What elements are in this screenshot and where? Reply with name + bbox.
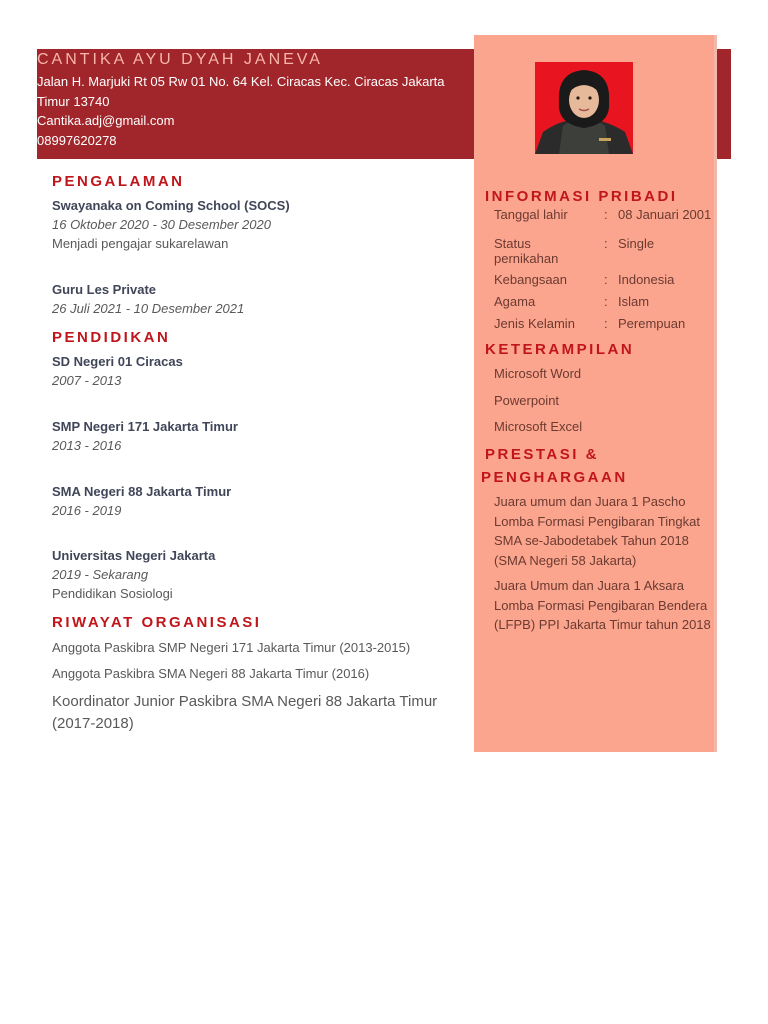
- experience-desc: Menjadi pengajar sukarelawan: [52, 236, 229, 251]
- section-title-informasi: INFORMASI PRIBADI: [485, 188, 678, 205]
- section-title-organisasi: RIWAYAT ORGANISASI: [52, 614, 262, 631]
- phone: 08997620278: [37, 132, 117, 148]
- info-label: Agama: [494, 294, 536, 309]
- info-colon: :: [604, 316, 608, 331]
- education-item: [52, 418, 462, 455]
- section-title-keterampilan: KETERAMPILAN: [485, 341, 635, 358]
- info-label: Jenis Kelamin: [494, 316, 575, 331]
- experience-item: [52, 197, 462, 253]
- info-colon: :: [604, 272, 608, 287]
- info-value: Indonesia: [618, 272, 675, 287]
- education-item: [52, 547, 462, 603]
- organisation-item: Anggota Paskibra SMP Negeri 171 Jakarta Timur (2013-2015): [52, 640, 411, 655]
- info-label: Kebangsaan: [494, 272, 568, 287]
- experience-org: Guru Les Private: [52, 282, 157, 297]
- address: Jalan H. Marjuki Rt 05 Rw 01 No. 64 Kel. Ciracas Kec. Ciracas Jakarta Timur 13740: [37, 74, 445, 109]
- education-school: SD Negeri 01 Ciracas: [52, 354, 183, 369]
- experience-item: [52, 281, 462, 318]
- experience-org: Swayanaka on Coming School (SOCS): [52, 198, 290, 213]
- header-contact: [37, 50, 467, 150]
- organisation-item: Anggota Paskibra SMA Negeri 88 Jakarta Timur (2016): [52, 666, 370, 681]
- section-title-pendidikan: PENDIDIKAN: [52, 329, 171, 346]
- info-value: 08 Januari 2001: [618, 207, 712, 222]
- education-item: [52, 483, 462, 520]
- award-item: Juara Umum dan Juara 1 Aksara Lomba Formasi Pengibaran Bendera (LFPB) PPI Jakarta Timur tahun 2018: [494, 578, 711, 632]
- info-value: Single: [618, 236, 655, 251]
- skill-item: Powerpoint: [494, 393, 560, 408]
- skill-item: Microsoft Word: [494, 366, 582, 381]
- education-school: SMA Negeri 88 Jakarta Timur: [52, 484, 232, 499]
- education-date: 2019 - Sekarang: [52, 567, 149, 582]
- email[interactable]: Cantika.adj@gmail.com: [37, 113, 175, 128]
- info-colon: :: [604, 294, 608, 309]
- section-title-prestasi: PRESTASI &: [485, 446, 599, 463]
- info-value: Islam: [618, 294, 650, 309]
- section-title-penghargaan: PENGHARGAAN: [481, 469, 628, 486]
- experience-date: 26 Juli 2021 - 10 Desember 2021: [52, 301, 245, 316]
- education-date: 2007 - 2013: [52, 373, 122, 388]
- organisation-item: Koordinator Junior Paskibra SMA Negeri 88 Jakarta Timur (2017-2018): [52, 693, 438, 732]
- award-item: Juara umum dan Juara 1 Pascho Lomba Formasi Pengibaran Tingkat SMA se-Jabodetabek Tahun 2018 (SMA Negeri 58 Jakarta): [494, 494, 700, 568]
- skill-item: Microsoft Excel: [494, 419, 583, 434]
- info-value: Perempuan: [618, 316, 686, 331]
- info-colon: :: [604, 207, 608, 222]
- education-date: 2013 - 2016: [52, 438, 122, 453]
- info-colon: :: [604, 236, 608, 251]
- section-title-pengalaman: PENGALAMAN: [52, 173, 185, 190]
- education-date: 2016 - 2019: [52, 503, 122, 518]
- info-label: Tanggal lahir: [494, 207, 568, 222]
- experience-date: 16 Oktober 2020 - 30 Desember 2020: [52, 217, 271, 232]
- profile-photo: [535, 62, 633, 154]
- education-school: Universitas Negeri Jakarta: [52, 548, 216, 563]
- education-school: SMP Negeri 171 Jakarta Timur: [52, 419, 238, 434]
- info-label: Status pernikahan: [494, 236, 559, 266]
- candidate-name: CANTIKA AYU DYAH JANEVA: [37, 51, 323, 68]
- education-major: Pendidikan Sosiologi: [52, 586, 173, 601]
- education-item: [52, 353, 462, 390]
